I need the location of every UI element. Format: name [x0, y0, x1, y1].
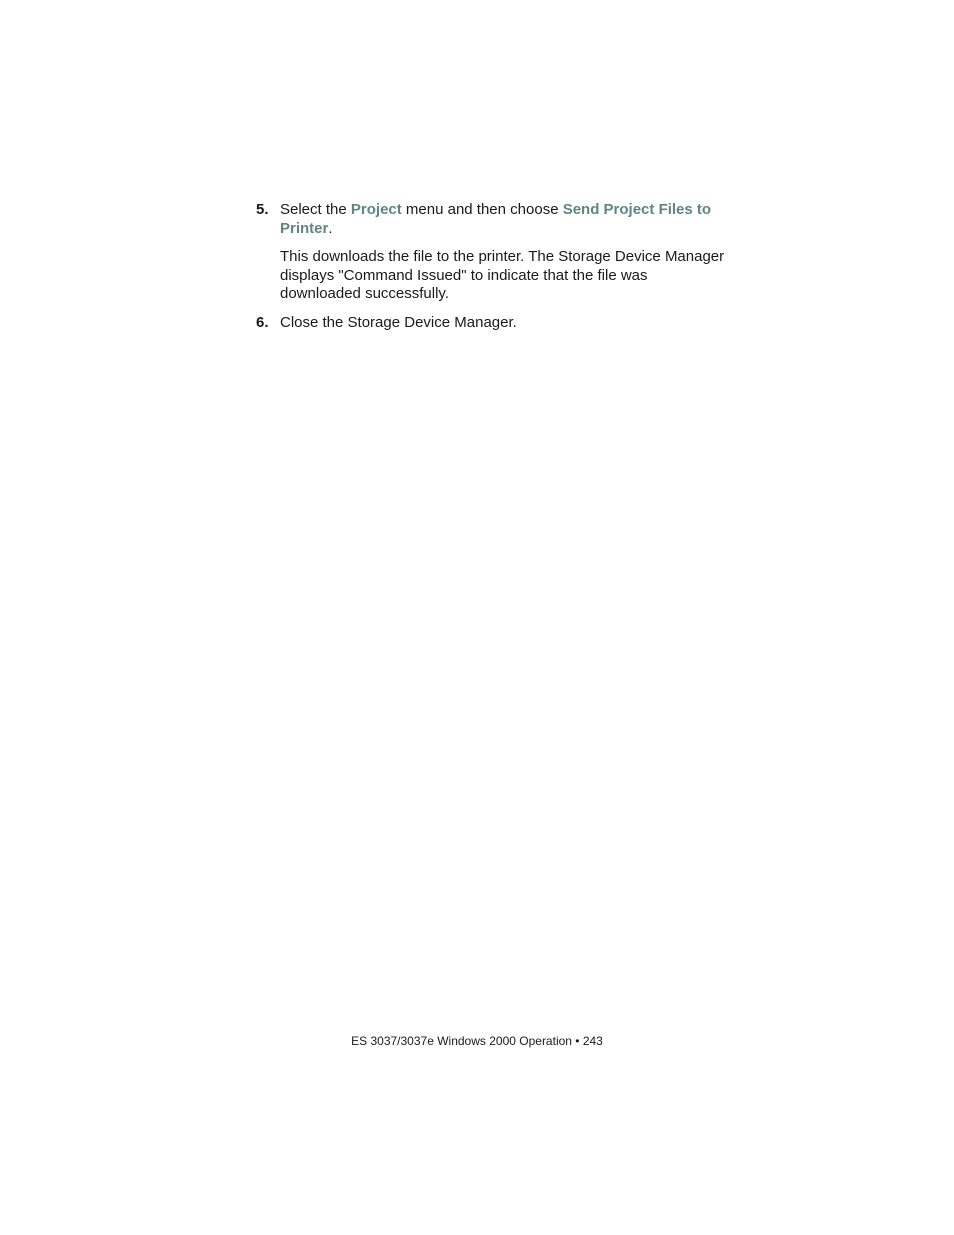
menu-send-files-reference: Send Project Files to Printer — [280, 201, 712, 237]
step-6 — [256, 314, 726, 333]
step-instruction — [280, 201, 726, 238]
step-text-middle: menu and then choose — [401, 201, 563, 218]
menu-project-reference: Project — [350, 201, 402, 218]
step-5-explanation: This downloads the file to the printer. The Storage Device Manager displays "Command Issued" to indicate that the file was downloaded successfully. — [280, 248, 725, 302]
page-content — [256, 201, 726, 332]
page-footer: ES 3037/3037e Windows 2000 Operation • 243 — [351, 1034, 603, 1048]
step-number: 6. — [256, 313, 269, 331]
step-number: 5. — [256, 201, 269, 218]
step-5 — [256, 201, 726, 238]
step-text-after: . — [328, 219, 333, 237]
step-instruction: Close the Storage Device Manager. — [280, 313, 517, 331]
step-text-before: Select the — [280, 201, 351, 218]
